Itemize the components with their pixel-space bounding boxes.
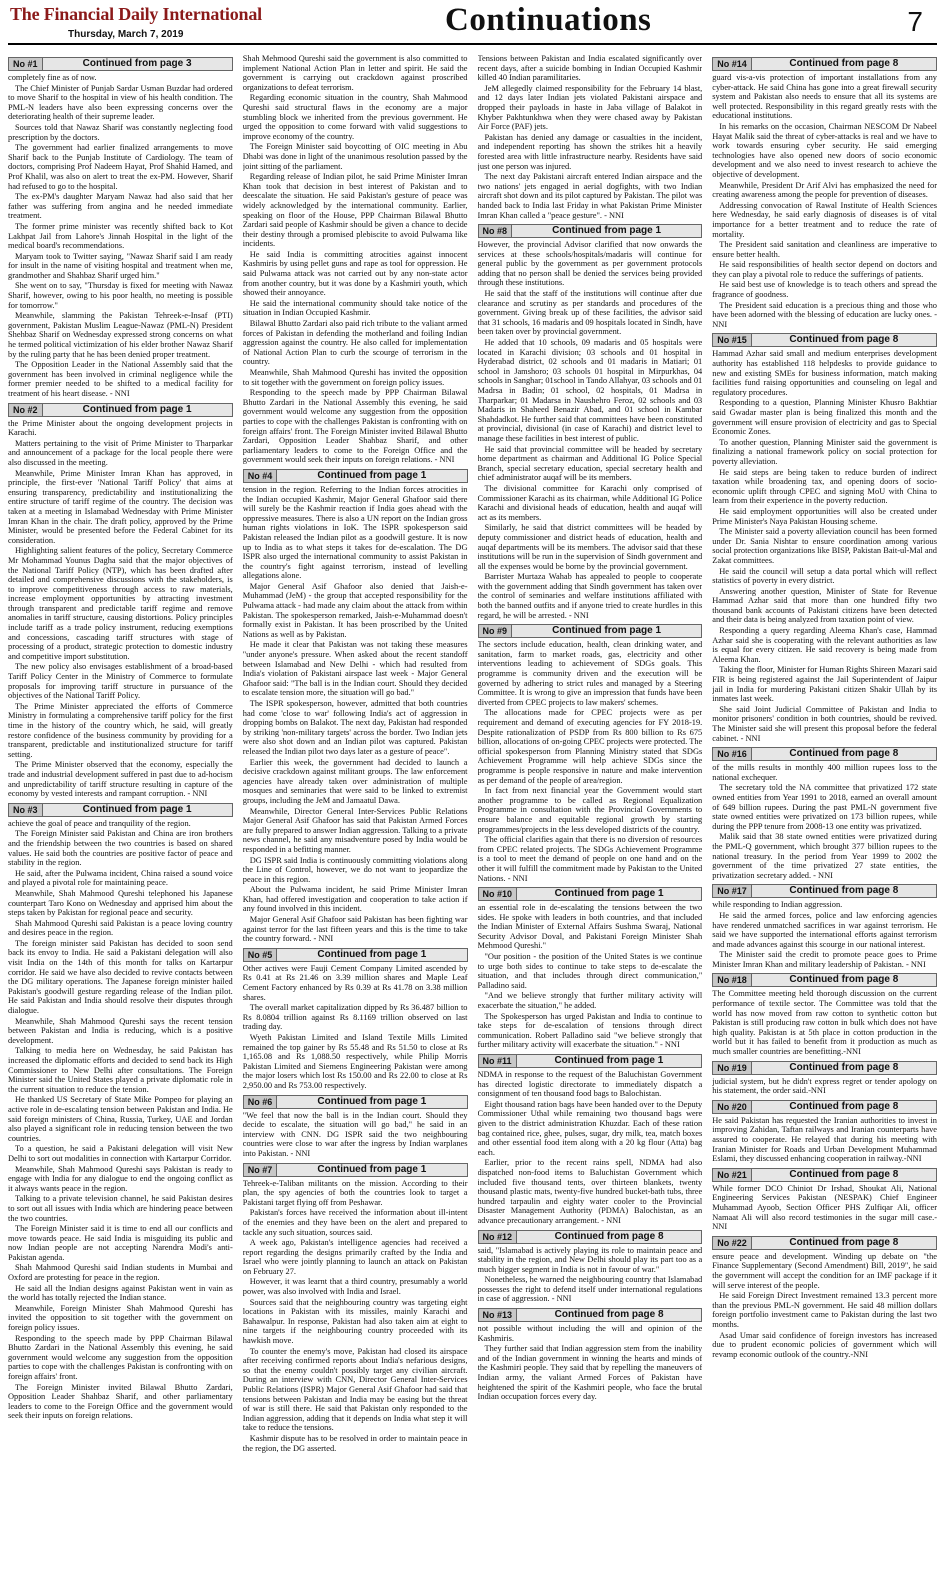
- story-paragraph: He said responsibilities of health sector depend on doctors and they can play a pivotal role to reduce the sufferings of patients.: [712, 260, 937, 279]
- story-paragraph: He said the armed forces, police and law enforcing agencies have rendered unmatched sacrifices in war against terrorism. He said we have supported the international efforts against terrorism and made advances against this scourge in our national interest.: [712, 910, 937, 949]
- story-body: [243, 964, 468, 1091]
- section-title: Continuations: [445, 2, 652, 38]
- story-body: [478, 1246, 703, 1305]
- story-header: [478, 224, 703, 238]
- story-paragraph: The Spokesperson has urged Pakistan and India to continue to take steps for de-escalation of tensions through direct communication. Robert Palladino said "we believe strongly that further military activity will exacerbate the situation." - NNI: [477, 1011, 703, 1050]
- story-paragraph: Asad Umar said confidence of foreign investors has increased due to prudent economic policies of government which will revamp economic outlook of the country.-NNI: [712, 1330, 937, 1359]
- story-paragraph: The next day Pakistani aircraft entered Indian airspace and the two nations' jets engaged in aerial dogfights, with two Indian aircraft shot down and its pilot captured by Pakistan. The pilot was handed back to India last Friday in what Pakistan Prime Minister Imran Khan called a "peace gesture". - NNI: [477, 172, 703, 220]
- story-paragraph: of the mills results in monthly 400 million rupees loss to the national exchequer.: [712, 763, 937, 782]
- story-header: [712, 1236, 937, 1250]
- story-title: Continued from page 1: [277, 948, 467, 962]
- column-2: [243, 54, 468, 1570]
- story-paragraph: In his remarks on the occasion, Chairman NESCOM Dr Nabeel Hayat Malik said the threat of cyber-attacks is real and we have to work towards ensuring cyber security. He said emerging technologies have also opened new doors of socio economic development and we also need to invest research to achieve the objective of development.: [712, 121, 937, 179]
- story-header: [712, 57, 937, 71]
- story-paragraph: ensure peace and development. Winding up debate on "the Finance Supplementary (Second Amendment) Bill, 2019", he said the government will accept the condition for an IMF package if it will serve interest of the people.: [712, 1251, 937, 1290]
- story-body: [712, 1184, 937, 1232]
- story-paragraph: Pakistan's forces have received the information about ill-intent of the enemies and they have been on the alert and prepared to tackle any such situation, sources said.: [242, 1208, 468, 1237]
- story-paragraph: Addressing convocation of Rawal Institute of Health Sciences here Wednesday, he said early diagnosis of diseases is of vital importance for a better treatment and to reduce the rate of mortality.: [712, 200, 937, 239]
- story-paragraph: He made it clear that Pakistan was not taking these measures "under anyone's pressure. When asked about the recent standoff between Islamabad and New Delhi - which had resulted from India's violation of Pakistani airspace last week - Major General Ghafoor said: "The ball is in the Indian court. Should they decided to escalate tension more, the situation will go bad.": [242, 640, 468, 698]
- story-paragraph: Tehreek-e-Taliban militants on the mission. According to their plan, the spy agencies of both the countries look to target a Pakistani target flying off from Peshawar.: [242, 1178, 468, 1207]
- story-title: Continued from page 3: [43, 57, 233, 71]
- story-title: Continued from page 1: [512, 224, 702, 238]
- column-1: [8, 54, 233, 1570]
- story-paragraph: Highlighting salient features of the policy, Secretary Commerce Mr Mohammad Younus Dagha said that the major objectives of the National Tariff Policy (NTP), which has been drafted after detailed and comprehensive discussions with the stakeholders, is to improve competitiveness through access to raw materials, increase employment opportunities by attracting investment through transparent and predictable tariff regime and remove anomalies in tariff structure, causing distortions. Policy principles include tariff as a trade policy instrument, reducing exemptions and concessions, cascading tariff structures with stage of processing of a product, strategic protection to domestic industry and competitive import substitution.: [8, 546, 233, 661]
- story-paragraph: He said Foreign Direct Investment remained 13.3 percent more than the previous PML-N government. He said 48 million dollars foreign portfolio investment came to Pakistan during the last two months.: [712, 1291, 937, 1329]
- story-paragraph: The Prime Minister observed that the economy, especially the trade and industrial development suffered in past due to ad-hocism and unpredictability of tariff structure resulting in capture of the economy by vested interests and rampant corruption. - NNI: [8, 760, 233, 799]
- story-paragraph: Shah Mahmood Qureshi said Pakistan is a peace loving country and desires peace in the region.: [8, 918, 233, 938]
- story-paragraph: "And we believe strongly that further military activity will exacerbate the situation," he added.: [477, 991, 703, 1011]
- story-paragraph: The sectors include education, health, clean drinking water, and sanitation, farm to market roads, gas, electricity and other interventions leading to achievement of SDGs goals. This programme is community driven and the execution will be governed by adhering to strict rules and managed by a Steering Committee. It is wrong to give an impression that funds have been diverted from CPEC projects to law makers' schemes.: [477, 640, 703, 707]
- story-paragraph: Other actives were Fauji Cement Company Limited ascended by Rs 0.41 at Rs 21.46 on 3.39 million shares and Maple Leaf Cement Factory enhanced by Rs 0.39 at Rs 41.78 on 3.38 million shares.: [242, 963, 468, 1002]
- story-paragraph: He said Pakistan has requested the Iranian authorities to invest in improving Zahidan, Taftan railways and Iranian counterparts have assured to cooperate. He relayed that during his meeting with Iranian Minister for Roads and Urban Development Muhammad Eslami, they discussed enhancing cooperation in railway.-NNI: [712, 1115, 937, 1164]
- story-header: [243, 1163, 468, 1177]
- story-body: [478, 54, 703, 220]
- story-title: Continued from page 8: [752, 1168, 937, 1182]
- story-paragraph: To a question, he said a Pakistani delegation will visit New Delhi to sort out modalities in connection with Kartarpur Corridor.: [8, 1144, 233, 1163]
- story-paragraph: The Foreign Minister said it is time to end all our conflicts and move towards peace. He said India is misguiding its public and now Indian people are not accepting Narendra Modi's anti-Pakistan agenda.: [8, 1224, 233, 1262]
- story-title: Continued from page 1: [517, 887, 702, 901]
- story-title: Continued from page 8: [752, 1100, 937, 1114]
- story: [8, 57, 233, 399]
- story-paragraph: He said the council will setup a data portal which will reflect statistics of poverty in every district.: [712, 566, 937, 586]
- masthead: [0, 0, 945, 52]
- story-paragraph: DG ISPR said India is continuously committing violations along the Line of Control, however, we do not want to jeopardize the peace in this region.: [242, 855, 468, 884]
- story-paragraph: About the Pulwama incident, he said Prime Minister Imran Khan, had offered investigation and cooperation to take action if any found involved in this incident.: [242, 885, 468, 914]
- story-paragraph: The Foreign Minister said Pakistan and China are iron brothers and the friendship between the two countries is based on shared values. He said both the countries are positive factor of peace and stability in the region.: [8, 829, 233, 868]
- story-paragraph: The Foreign Minister said boycotting of OIC meeting in Abu Dhabi was done in light of the unanimous resolution passed by the joint sitting of the parliament.: [242, 142, 468, 171]
- story-paragraph: Answering another question, Minister of State for Revenue Hammad Azhar said that more than one hundred fifty two thousand bank accounts of Pakistani citizens have been detected and their data is being analyzed from taxation point of view.: [712, 586, 937, 625]
- story-number: No #22: [712, 1236, 752, 1250]
- story-paragraph: He said steps are being taken to reduce burden of indirect taxation while broadening tax, and opening doors of socio-economic uplift through CPEC and signing MoU with China to learn from their experience in the poverty reduction.: [712, 467, 937, 506]
- story-paragraph: The Foreign Minister invited Bilawal Bhutto Zardari, Opposition Leader Shahbaz Sharif, and other parliamentary leaders to come to the Foreign Office and the government would seek their inputs on foreign relations.: [8, 1382, 233, 1421]
- story-number: No #14: [712, 57, 752, 71]
- story-paragraph: He said the international community should take notice of the situation in Indian Occupied Kashmir.: [242, 298, 468, 318]
- story-header: [712, 1100, 937, 1114]
- story-paragraph: JeM allegedly claimed responsibility for the February 14 blast, and 12 days later Indian jets violated Pakistani airspace and dropped their payloads in haste in Jaba village of Balakot in Khyber Pakhtunkhwa when they were chased away by Pakistan Air Force (PAF) jets.: [477, 83, 703, 132]
- story-paragraph: tension in the region. Referring to the Indian forces atrocities in the Indian occupied Kashmir, Major General Ghafoor said there will surely be the Kashmir reaction if India goes ahead with the oppressive measures. There is also a UN report on the Indian gross human rights violations in IoK. The ISPR spokesperson said Pakistan released the Indian pilot as a goodwill gesture. It is now up to India as to what steps it takes for de-escalation. The DG ISPR also urged the international community to assist Pakistan in the country's fight against terrorism, instead of levelling allegations alone.: [242, 484, 468, 581]
- columns-container: [8, 54, 937, 1570]
- story-title: Continued from page 8: [752, 1061, 937, 1075]
- story-header: [712, 1168, 937, 1182]
- story-paragraph: completely fine as of now.: [8, 73, 97, 82]
- story-body: [243, 1179, 468, 1454]
- story-title: Continued from page 8: [752, 884, 937, 898]
- story: [712, 1100, 937, 1164]
- story-body: [712, 1252, 937, 1360]
- story-paragraph: The new policy also envisages establishment of a broad-based Tariff Policy Center in the Ministry of Commerce to formulate proposals for improving tariff structure in pursuance of the objectives of the National Tariff Policy.: [8, 662, 233, 701]
- story-paragraph: He thanked US Secretary of State Mike Pompeo for playing an active role in de-escalating tension between Pakistan and India. He said foreign ministers of China, Russia, Turkey, UAE and Jordan also played a significant role in reducing tension between the two countries.: [8, 1095, 233, 1143]
- story-paragraph: While former DCO Chiniot Dr Irshad, Shoukat Ali, National Engineering Services Pakistan (NESPAK) Chief Engineer Muhammad Ayoob, Section Officer PHS Zulfiqar Ali, officer Namaat Ali will also record testimonies in the sugar mill case.-NNI: [712, 1183, 937, 1232]
- story: [712, 747, 937, 880]
- story-header: [712, 333, 937, 347]
- story: [243, 1095, 468, 1159]
- story-body: [478, 903, 703, 1050]
- story-paragraph: The overall market capitalization dipped by Rs 36.487 billion to Rs 8.0804 trillion against Rs 8.1169 trillion observed on last trading day.: [242, 1003, 468, 1032]
- story-title: Continued from page 1: [277, 1095, 467, 1109]
- story-paragraph: The ex-PM's daughter Maryam Nawaz had also said that her father was suffering from angina and he needed immediate treatment.: [8, 192, 233, 221]
- story-paragraph: A week ago, Pakistan's intelligence agencies had received a report regarding the designs primarily crafted by the India and Israel who were jointly planning to launch an attack on Pakistan on February 27.: [242, 1238, 468, 1276]
- story-body: [478, 1324, 703, 1402]
- story-title: Continued from page 8: [752, 747, 937, 761]
- story-paragraph: Sources said that the neighbouring country was targeting eight locations in Pakistan with its missiles, mainly Karachi and Bahawalpur. In response, Pakistan had also taken aim at eight to nine targets if the neighbouring country proceeded with its hawkish move.: [242, 1297, 468, 1346]
- story-body: [712, 900, 937, 969]
- story-header: [712, 747, 937, 761]
- page-number: 7: [907, 6, 923, 37]
- story-paragraph: Earlier, prior to the recent rains spell, NDMA had also dispatched non-food items to Baluchistan Government which included five thousand tents, over thirteen blankets, twenty thousand plastic mats, twenty-five hundred bucket-bath tubs, three hundred tarpaulin and eighty water cooler to the Provincial Disaster Management Authority (PDMA) Balochistan, as an advance precautionary arrangement. - NNI: [477, 1158, 703, 1225]
- story-number: No #18: [712, 973, 752, 987]
- story-paragraph: an essential role in de-escalating the tensions between the two sides. He spoke with leaders in both countries, and that included the Indian Minister of External Affairs Sushma Swaraj, National Security Advisor Doval, and Pakistani Foreign Minister Shah Mehmood Qureshi.": [477, 903, 703, 951]
- story-header: [478, 1230, 703, 1244]
- story-number: No #3: [8, 803, 43, 817]
- story-number: No #1: [8, 57, 43, 71]
- story-body: [712, 349, 937, 743]
- story-header: [8, 803, 233, 817]
- story-title: Continued from page 8: [517, 1308, 702, 1322]
- story: [243, 469, 468, 944]
- story-paragraph: Major General Asif Ghafoor also denied that Jaish-e-Muhammad (JeM) - the group that accepted responsibility for the Pulwama attack - had made any claim about the attack from within Pakistan. The spokesperson remarked, Jaish-e-Muhammad doesn't formally exist in Pakistan. It has been proscribed by the United Nations as well as by Pakistan.: [242, 581, 468, 639]
- story-body: [478, 640, 703, 883]
- story-paragraph: Similarly, he said that district committees will be headed by deputy commissioner and district heads of education, health and auqaf departments will be its members. The advisor said that these institutions will be run in the supervision of Sindh government and all the expenses would be borne by the provincial government.: [477, 523, 703, 571]
- story-paragraph: judicial system, but he didn't express regret or tender apology on his statement, the order said.-NNI: [712, 1076, 937, 1096]
- story-paragraph: The President said education is a precious thing and those who have been adorned with the blessing of education are lucky ones. - NNI: [712, 300, 937, 329]
- story-paragraph: However, it was learnt that a third country, presumably a world power, was also involved with India and Israel.: [242, 1277, 468, 1297]
- story-paragraph: They further said that Indian aggression stem from the inability and of the Indian government in winning the hearts and minds of the Kashmiri people. They said that by repelling the maneuvers of Indian army, the valiant Armed Forces of Pakistan have heightened the spirit of the Kashmiri people, who face the brutal Indian occupation forces every day.: [477, 1344, 703, 1402]
- story-paragraph: The government had earlier finalized arrangements to move Sharif back to the Punjab Institute of Cardiology. The team of doctors, comprising Prof Nadeem Hayat, Prof Shahid Hamed, and Prof Khalil, was also on alert to treat the ex-PM. However, Sharif had refused to go to the hospital.: [8, 143, 233, 191]
- story-paragraph: He said that provincial committee will be headed by secretary home department as chairman and Additional IG Police Special Branch, special secretary education, special secretary health and chief administrator auqaf will be its members.: [477, 444, 703, 483]
- story-paragraph: Pakistan has denied any damage or casualties in the incident, and independent reporting has shown the strikes hit a heavily forested area with little infrastructure nearby. Residents have said just one person was injured.: [477, 132, 703, 171]
- story-paragraph: The Minister said the credit to promote peace goes to Prime Minister Imran Khan and military leadership of Pakistan. - NNI: [712, 950, 937, 969]
- story-body: [243, 1111, 468, 1159]
- story-paragraph: Meanwhile, Shah Mahmood Qureshi says Pakistan is ready to engage with India for any dialogue to end the ongoing conflict as it always wants peace in the region.: [8, 1164, 233, 1193]
- story-title: Continued from page 8: [517, 1230, 702, 1244]
- story-paragraph: Responding to a question, Planning Minister Khusro Bakhtiar said Gwadar master plan is being finalized this month and the government will ensure provision of electricity and gas to Special Economic Zones.: [712, 398, 937, 437]
- story-paragraph: The Minister said a poverty alleviation council has been formed under Dr. Sania Nishtar to ensure coordination among various social protection organizations like BISP, Pakistan Bait-ul-Mal and Zakat committees.: [712, 527, 937, 565]
- story-paragraph: Bilawal Bhutto Zardari also paid rich tribute to the valiant armed forces of Pakistan in defending the motherland and foiling Indian aggression against the country. He also called for implementation of National Action Plan to curb the scourge of terrorism in the country.: [242, 319, 468, 367]
- story-number: No #20: [712, 1100, 752, 1114]
- story-number: No #6: [243, 1095, 278, 1109]
- story-paragraph: To another question, Planning Minister said the government is finalizing a national framework policy on social protection for poverty alleviation.: [712, 437, 937, 466]
- story-paragraph: Regarding economic situation in the country, Shah Mahmood Qureshi said structural flaws in the economy are a major stumbling block we inherited from the previous government. He urged the opposition to come forward with valid suggestions to improve economy of the country.: [242, 93, 468, 141]
- story-paragraph: Meanwhile, Prime Minister Imran Khan has approved, in principle, the first-ever 'National Tariff Policy' that aims at ensuring transparency, predictability and institutionalizing the entire structure of tariff regime of the country. The decision was taken at a meeting in Islamabad Wednesday with Prime Minister Imran Khan in the chair. The draft policy, approved by the Prime Minister, would be presented before the Federal Cabinet for its consideration.: [8, 468, 233, 545]
- story-paragraph: Talking to a private television channel, he said Pakistan desires to sort out all issues with India which are hindering peace between the two countries.: [8, 1194, 233, 1223]
- story-number: No #8: [478, 224, 513, 238]
- story-body: [478, 1070, 703, 1226]
- story-paragraph: Meanwhile, Foreign Minister Shah Mahmood Qureshi has invited the opposition to sit together with the government on foreign policy issues.: [8, 1303, 233, 1333]
- story: [243, 54, 468, 465]
- story-paragraph: "Our position - the position of the United States is we continue to urge both sides to continue to take steps to de-escalate the situation, and that includes through direct communication," Palladino said.: [477, 952, 703, 990]
- story: [712, 1236, 937, 1360]
- story-paragraph: The divisional committee for Karachi only comprised of Commissioner Karachi as its chairman, while Additional IG Police Karachi and divisional heads of education, health and auqaf will act as its members.: [477, 483, 703, 522]
- story-body: [712, 73, 937, 329]
- story-title: Continued from page 1: [512, 624, 702, 638]
- story-paragraph: NDMA in response to the request of the Baluchistan Government has directed logistic directorate to immediately dispatch a consignment of ten thousand food bags to Balochistan.: [477, 1070, 703, 1099]
- story-paragraph: He said, after the Pulwama incident, China raised a sound voice and played a pivotal role for maintaining peace.: [8, 868, 233, 888]
- story-paragraph: not possible without including the will and opinion of the Kashmiris.: [477, 1324, 703, 1343]
- story-paragraph: To counter the enemy's move, Pakistan had closed its airspace after receiving confirmed reports about India's nefarious designs, so that the enemy couldn't possibly target any civilian aircraft. During an interview with CNN, Director General Inter-Services Public Relations (ISPR) Major General Asif Ghafoor had said that tensions between Pakistan and India may be easing but the threat of war is still there. He said that Pakistan only responded to the Indian aggression, adding that it depends on India what step it will take to reduce the tensions.: [242, 1346, 468, 1433]
- story-header: [243, 469, 468, 483]
- story-paragraph: In fact from next financial year the Government would start another programme to be called as Regional Equalization Programme in consultation with the Provincial Governments to ensure balance and equitable regional growth by starting programmes/projects in the less developed districts of the country.: [477, 786, 703, 834]
- story-paragraph: However, the provincial Advisor clarified that now onwards the services at these schools/hospitals/madaris will continue for general public by the government as per government protocols adding that no person shall be denied the services being provided through these institutions.: [477, 240, 703, 288]
- story-body: [8, 73, 233, 399]
- story-paragraph: Major General Asif Ghafoor said Pakistan has been fighting war against terror for the last fifteen years and this is the time to take the country forward. - NNI: [242, 915, 468, 944]
- story-header: [8, 57, 233, 71]
- story-paragraph: "We feel that now the ball is in the Indian court. Should they decide to escalate, the situation will go bad," he said in an interview with CNN. DG ISPR said the two neighbouring countries were close to war after the ingress by Indian warplanes into Pakistan. - NNI: [242, 1110, 468, 1158]
- header-rule: [8, 43, 937, 45]
- story-body: [243, 485, 468, 944]
- story: [478, 624, 703, 883]
- story-body: [712, 1077, 937, 1096]
- story-paragraph: Talking to media here on Wednesday, he said Pakistan has increased the diplomatic efforts and decided to send back its High Commissioner to New Delhi after consultations. The Foreign Minister said the United States played a private diplomatic role in the current situation to reduce the tension.: [8, 1046, 233, 1094]
- story-number: No #15: [712, 333, 752, 347]
- story-body: [712, 1116, 937, 1164]
- story-header: [243, 948, 468, 962]
- story-paragraph: Sources told that Nawaz Sharif was constantly neglecting food prescription by the doctors.: [8, 122, 233, 142]
- issue-date: Thursday, March 7, 2019: [68, 29, 184, 40]
- story-number: No #11: [478, 1054, 517, 1068]
- story-number: No #4: [243, 469, 278, 483]
- story-paragraph: The allocations made for CPEC projects were as per requirement and demand of executing agencies for FY 2018-19. Despite rationalization of PSDP from Rs 800 billion to Rs 675 billion, allocations of on-going CPEC projects were protected. The official spokesperson from Planning Ministry stated that SDGs Achievement Programme will help achieve SDGs since the programme is people responsive in nature and make intervention as per demand of the people of area/region.: [477, 708, 703, 785]
- story-paragraph: Taking the floor, Minister for Human Rights Shireen Mazari said FIR is being registered against the Jail Superintendent of Jaipur jail in India for murdering Pakistani citizen Shakir Ullah by its inmates last week.: [712, 665, 937, 704]
- story-paragraph: She said Joint Judicial Committee of Pakistan and India to monitor prisoners' condition in both countries, should be revived. The Minister said she will present this proposal before the federal cabinet. - NNI: [712, 704, 937, 743]
- story: [243, 948, 468, 1091]
- story-header: [478, 1054, 703, 1068]
- story-header: [478, 624, 703, 638]
- story-paragraph: She went on to say, "Thursday is fixed for meeting with Nawaz Sharif, however, owing to his poor health, no meeting is possible for tomorrow.": [8, 281, 233, 310]
- story-paragraph: Hammad Azhar said small and medium enterprises development authority has established 118 helpdesks to provide guidance to new and existing SMEs for business information, match making facilities fund raising opportunities and counseling on legal and regulatory procedures.: [712, 349, 937, 397]
- story-paragraph: The secretary told the NA committee that privatized 172 state owned entities from Year 1991 to 2018, earned an overall amount of 649 billion rupees. During the past PML-N government five state owned entities were privatized on 173 billion rupees, while during the PPP tenure from 2008-13 one entity was privatized.: [712, 783, 937, 831]
- story-paragraph: guard vis-a-vis protection of important installations from any cyber-attack. He said China has gone into a great firewall security system and Pakistan also needs to ensure that all its systems are well protected. Responsibility in this regard greatly rests with the educational institutions.: [712, 73, 937, 121]
- story: [712, 884, 937, 969]
- story-header: [478, 1308, 703, 1322]
- story-paragraph: The Chief Minister of Punjab Sardar Usman Buzdar had ordered to move Sharif to the hospital in view of his health condition. The PML-N leaders have also been expressing concerns over the deteriorating health of their supreme leader.: [8, 83, 233, 122]
- story-paragraph: The Prime Minister appreciated the efforts of Commerce Ministry in formulating a comprehensive tariff policy for the first time in the history of the country which, he said, will greatly restore confidence of the business community by providing for a transparent, predictable and institutionalized structure for tariff setting.: [8, 701, 233, 759]
- story-paragraph: The Committee meeting held thorough discussion on the current performance of textile sector. The Committee was told that the world has now moved from raw cotton to synthetic cotton but Pakistan is still producing raw cotton in bulk which does not have high quality. Pakistan is at 5th place in cotton production in the world but it has failed to benefit from it production as much as much smaller countries are benefitting.-NNI: [712, 989, 937, 1057]
- story-paragraph: Shah Mehmood Qureshi said the government is also committed to implement National Action Plan in letter and spirit. He said the government is carrying out crackdown against proscribed organizations to defeat terrorism.: [242, 54, 468, 92]
- story-title: Continued from page 1: [43, 403, 233, 417]
- story-paragraph: Malik said that 38 state owned entities were privatized during the PML-Q government, which brought 377 billion rupees to the national treasury. In the period from Year 1999 to 2002 the government of the time privatized 27 state entities, the privatization secretary added. - NNI: [712, 832, 937, 880]
- story-paragraph: Kashmir dispute has to be resolved in order to maintain peace in the region, the DG asserted.: [242, 1433, 468, 1453]
- story-number: No #21: [712, 1168, 752, 1182]
- story-title: Continued from page 1: [517, 1054, 703, 1068]
- story-body: [712, 989, 937, 1056]
- story-paragraph: Meanwhile, Shah Mahmood Qureshi has invited the opposition to sit together with the government on foreign policy issues.: [242, 368, 468, 387]
- story: [478, 887, 703, 1050]
- story-paragraph: The official clarifies again that there is no diversion of resources from CPEC related projects. The SDGs Achievement Programme is a tool to meet the demand of people on one hand and on the other it will fulfill the commitment made by Pakistan to the United Nations. - NNI: [477, 835, 703, 883]
- story-paragraph: while responding to Indian aggression.: [712, 900, 843, 910]
- newspaper-name: The Financial Daily International: [10, 4, 262, 24]
- story-body: [8, 819, 233, 1421]
- story: [712, 1168, 937, 1232]
- story-paragraph: He said that the staff of the institutions will continue after due clearance and scrutiny as per standards and procedures of the government. Giving break up of these facilities, the advisor said that 31 schools, 16 madaris and 09 hospitals located in Sindh, have been taken over by provincial government.: [477, 289, 703, 337]
- story-paragraph: He said best use of knowledge is to teach others and spread the fragrance of goodness.: [712, 280, 937, 300]
- story-number: No #7: [243, 1163, 278, 1177]
- story-body: [243, 54, 468, 465]
- story-paragraph: Nonetheless, he warned the neighbouring country that Islamabad possesses the right to defend itself under international regulations in case of aggression. - NNI: [477, 1275, 703, 1304]
- story: [478, 1230, 703, 1305]
- story-paragraph: Meanwhile, President Dr Arif Alvi has emphasized the need for creating awareness among the people for prevention of diseases.: [712, 180, 937, 200]
- story-title: Continued from page 1: [277, 469, 467, 483]
- story: [478, 54, 703, 220]
- story-header: [712, 973, 937, 987]
- story: [712, 973, 937, 1056]
- story-paragraph: Responding to the speech made by PPP Chairman Bilawal Bhutto Zardari in the National Assembly this evening, he said government would welcome any suggestion from the opposition parties to cope with the challenges Pakistan is confronting with on foreign affairs' front.: [8, 1333, 233, 1381]
- story-header: [8, 403, 233, 417]
- story-paragraph: Matters pertaining to the visit of Prime Minister to Tharparkar and announcement of a package for the local people there were also discussed in the meeting.: [8, 438, 233, 467]
- story: [478, 1054, 703, 1226]
- story-paragraph: achieve the goal of peace and tranquility of the region.: [8, 818, 191, 828]
- story-header: [712, 1061, 937, 1075]
- story-header: [712, 884, 937, 898]
- column-3: [478, 54, 703, 1570]
- story-paragraph: Meanwhile, Shah Mahmood Qureshi telephoned his Japanese counterpart Taro Kono on Wednesday and apprised him about the steps taken by Pakistan for regional peace and security.: [8, 888, 233, 918]
- story-paragraph: The President said sanitation and cleanliness are imperative to ensure better health.: [712, 240, 937, 259]
- story: [8, 803, 233, 1421]
- story-paragraph: the Prime Minister about the ongoing development projects in Karachi.: [8, 418, 233, 438]
- story-title: Continued from page 8: [752, 973, 937, 987]
- story-paragraph: Wyeth Pakistan Limited and Island Textile Mills Limited remained the top gainer by Rs 55.48 and Rs 51.50 to close at Rs 1,165.08 and Rs 1,088.50 respectively, while Philip Morris Pakistan Limited and Siemens Engineering Pakistan were among the major losers which lost Rs 150.00 and Rs 22.00 to close at Rs 2,950.00 and Rs 753.00 respectively.: [242, 1033, 468, 1090]
- story-paragraph: Responding to the speech made by PPP Chairman Bilawal Bhutto Zardari in the National Assembly this evening, he said government would welcome any suggestion from the opposition parties to cope with the challenges Pakistan is confronting with on foreign affairs' front. The Foreign Minister invited Bilawal Bhutto Zardari, Opposition Leader Shahbaz Sharif, and other parliamentary leaders to come to the Foreign Office and the government would seek their inputs on foreign relations. - NNI: [242, 388, 468, 465]
- story: [712, 333, 937, 743]
- story-paragraph: He said India is committing atrocities against innocent Kashmiris by using pellet guns and rape as tool for oppression. He said Pulwama attack was not carried out by any non-state actor from another country, but it was done by a Kashmiri youth, which showed their annoyance.: [242, 249, 468, 298]
- story-paragraph: Earlier this week, the government had decided to launch a decisive crackdown against militant groups. The law enforcement agencies have already taken over administration of multiple mosques and seminaries that were said to be linked to extremist groups, including the JeM and Jamaatul Dawa.: [242, 757, 468, 805]
- story-header: [243, 1095, 468, 1109]
- story-paragraph: Eight thousand ration bags have been handed over to the Deputy Commissioner Uthal while remaining two thousand bags were given to the district administration Khuzdar. Each of these ration bag contained rice, ghee, pulses, sugar, dry milk, tea, match boxes and other essential food item along with a 20 kg flour (Atta) bag each.: [477, 1099, 703, 1157]
- story-paragraph: The former prime minister was recently shifted back to Kot Lakhpat Jail from Lahore's Jinnah Hospital in the light of the medical board's recommendations.: [8, 221, 233, 251]
- story-number: No #9: [478, 624, 513, 638]
- story-body: [478, 240, 703, 620]
- story-body: [8, 419, 233, 799]
- story-paragraph: Regarding release of Indian pilot, he said Prime Minister Imran Khan took that decision in best interest of Pakistan and to deescalate the situation. He said Pakistan's gesture of peace was widely acknowledged by the international community. Earlier, speaking on floor of the House, PPP Chairman Bilawal Bhutto Zardari said people of Kashmir should be given a chance to decide their destiny through a promised plebiscite to avoid Pulwama like incidents.: [242, 172, 468, 249]
- story: [712, 57, 937, 329]
- story-paragraph: The Opposition Leader in the National Assembly said that the government has been involved in criminal negligence while the former premier needed to be shifted to a medical facility for treatment of his heart disease. - NNI: [8, 360, 233, 398]
- story-number: No #16: [712, 747, 752, 761]
- story-title: Continued from page 8: [752, 57, 937, 71]
- story-number: No #10: [478, 887, 518, 901]
- story-title: Continued from page 8: [752, 1236, 937, 1250]
- story-paragraph: He added that 10 schools, 09 madaris and 05 hospitals were located in Karachi division; 03 schools and 01 hospital in Hyderabad district, 02 schools and 01 madaris in Matiari; 01 school in Jamshoro; 03 schools 01 hospital in Mirpurkhas, 04 schools in Sanghar; 01school in Tando Allahyar, 03 schools and 01 Madrsa in Badin; 01 school, 02 hospitals, 01 Madrsa in Tharparkar; 01 Madarsa in Naushehro Feroz, 02 schools and 03 Madaris in Shaheed Benazir Abad, and 01 school in Kambar Shahdadkot. He further said that committees have been constituted at provincial, divisional (in case of Karachi) and district level to manage these facilities in best interest of public.: [477, 338, 703, 443]
- story-number: No #13: [478, 1308, 518, 1322]
- story-header: [478, 887, 703, 901]
- story-paragraph: Barrister Murtaza Wahab has appealed to people to cooperate with the government adding that Sindh government has taken over the control of seminaries and welfare institutions affiliated with both the banned outfits and if anyone tried to create hurdles in this regard, he will be arrested. - NNI: [477, 572, 703, 620]
- story: [8, 403, 233, 799]
- story-number: No #17: [712, 884, 752, 898]
- story-paragraph: Shah Mahmood Qureshi said Indian students in Mumbai and Oxford are protesting for peace in the region.: [8, 1263, 233, 1283]
- story-number: No #12: [478, 1230, 518, 1244]
- story-paragraph: He said employment opportunities will also be created under Prime Minister's Naya Pakistan Housing scheme.: [712, 506, 937, 526]
- story: [712, 1061, 937, 1096]
- story-paragraph: Meanwhile, Director General Inter-Services Public Relations Major General Asif Ghafoor has said that Pakistan Armed Forces are fully prepared to answer Indian aggression. Talking to a private news channel, he said any misadventure posed by India would be responded in a befitting manner.: [242, 806, 468, 854]
- story-paragraph: Meanwhile, Shah Mahmood Qureshi says the recent tension between Pakistan and India is reducing, which is a positive development.: [8, 1016, 233, 1045]
- story-paragraph: Meanwhile, slamming the Pakistan Tehreek-e-Insaf (PTI) government, Pakistan Muslim League-Nawaz (PML-N) President Shehbaz Sharif on Wednesday expressed strong concerns on what he termed political victimization of his elder brother Nawaz Sharif by the ruling party that he has been denied proper treatment.: [8, 311, 233, 359]
- column-4: [712, 54, 937, 1570]
- story-paragraph: Maryam took to Twitter saying, "Nawaz Sharif said I am ready for insult in the name of visiting hospital and treatment when me, grandmother and Shahbaz Sharif urged him.": [8, 251, 233, 280]
- story-title: Continued from page 8: [752, 333, 937, 347]
- story: [243, 1163, 468, 1454]
- story: [478, 1308, 703, 1402]
- story-paragraph: He said all the Indian designs against Pakistan went in vain as the world has totally rejected the Indian stance.: [8, 1283, 233, 1303]
- story-paragraph: The ISPR spokesperson, however, admitted that both countries had come 'close to war' following India's act of aggression in dropping bombs on Balakot. The next day, Pakistan had responded by striking 'non-military targets' across the border. Two Indian jets were also shot down and an Indian pilot was captured. Pakistan released the Indian pilot two days later as a gesture of peace".: [242, 699, 468, 756]
- story: [478, 224, 703, 620]
- story-number: No #19: [712, 1061, 752, 1075]
- story-title: Continued from page 1: [277, 1163, 467, 1177]
- story-number: No #5: [243, 948, 278, 962]
- story-body: [712, 763, 937, 880]
- story-title: Continued from page 1: [43, 803, 233, 817]
- story-paragraph: said, "Islamabad is actively playing its role to maintain peace and stability in the region, and New Delhi should play its part too as a much bigger segment in India is not in favour of war.": [477, 1245, 703, 1274]
- story-paragraph: Tensions between Pakistan and India escalated significantly over recent days, after a suicide bombing in Indian Occupied Kashmir killed 40 Indian paramilitaries.: [477, 54, 703, 83]
- story-paragraph: Responding a query regarding Aleema Khan's case, Hammad Azhar said she is cooperating with the relevant authorities as law is equal for every citizen. He said recovery is being made from Aleema Khan.: [712, 626, 937, 664]
- story-paragraph: The foreign minister said Pakistan has decided to soon send back its envoy to India. He said a Pakistani delegation will also visit India on the 14th of this month for talks on Kartarpur corridor. He said we have also decided to revive contacts between the DG military operations. The Japanese foreign minister hailed Pakistan's goodwill gesture regarding release of the Indian pilot. He said Pakistan and India should resolve their disputes through dialogue.: [8, 938, 233, 1016]
- story-number: No #2: [8, 403, 43, 417]
